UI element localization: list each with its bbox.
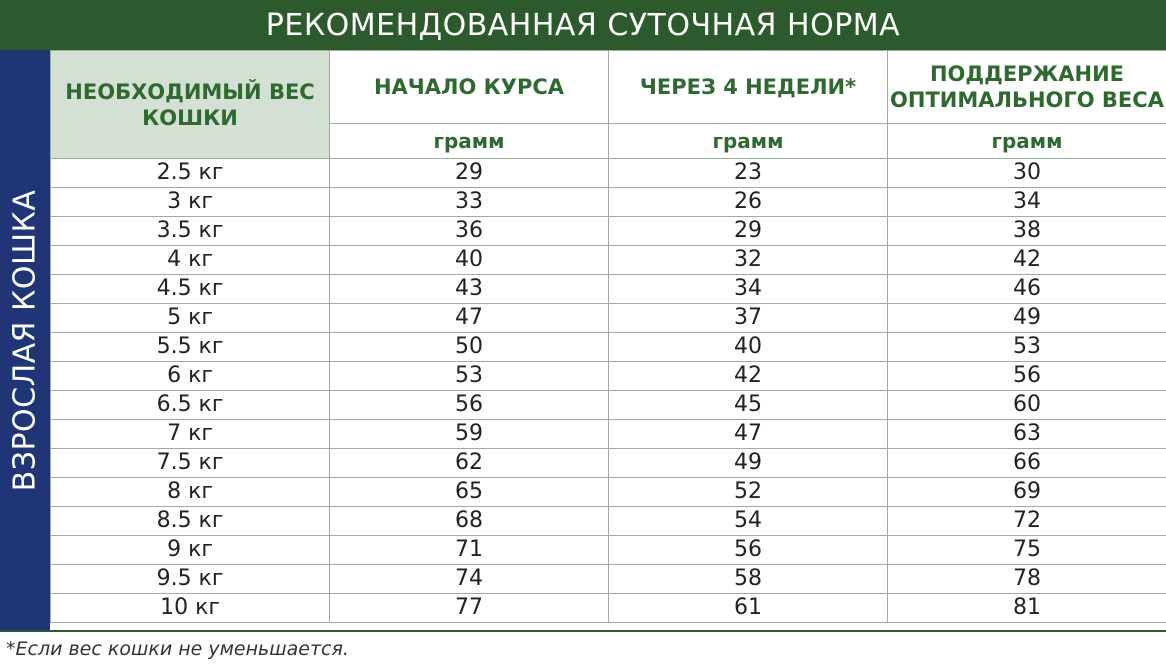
cell-week4: 49 [609, 449, 888, 478]
header-weight: НЕОБХОДИМЫЙ ВЕС КОШКИ [51, 51, 330, 159]
cell-maintain: 46 [888, 275, 1166, 304]
cell-week4: 54 [609, 507, 888, 536]
header-start: НАЧАЛО КУРСА [330, 51, 609, 124]
table-row [51, 478, 1166, 507]
cell-maintain: 38 [888, 217, 1166, 246]
cell-maintain: 81 [888, 594, 1166, 623]
cell-week4: 56 [609, 536, 888, 565]
cell-week4: 29 [609, 217, 888, 246]
cell-weight: 9 кг [51, 536, 330, 565]
cell-start: 47 [330, 304, 609, 333]
table-row [51, 594, 1166, 623]
cell-maintain: 72 [888, 507, 1166, 536]
table-row [51, 565, 1166, 594]
cell-start: 71 [330, 536, 609, 565]
cell-maintain: 75 [888, 536, 1166, 565]
cell-start: 77 [330, 594, 609, 623]
cell-weight: 10 кг [51, 594, 330, 623]
cell-start: 56 [330, 391, 609, 420]
cell-week4: 61 [609, 594, 888, 623]
cell-start: 43 [330, 275, 609, 304]
cell-week4: 40 [609, 333, 888, 362]
cell-maintain: 49 [888, 304, 1166, 333]
cell-week4: 32 [609, 246, 888, 275]
cell-week4: 47 [609, 420, 888, 449]
cell-start: 40 [330, 246, 609, 275]
table-row [51, 275, 1166, 304]
unit-week4: грамм [609, 124, 888, 159]
feeding-table [50, 50, 1166, 623]
table-row [51, 188, 1166, 217]
cell-start: 68 [330, 507, 609, 536]
unit-maintain: грамм [888, 124, 1166, 159]
table-title: РЕКОМЕНДОВАННАЯ СУТОЧНАЯ НОРМА [0, 0, 1166, 50]
cell-weight: 7 кг [51, 420, 330, 449]
table-row [51, 246, 1166, 275]
cell-start: 53 [330, 362, 609, 391]
cell-maintain: 69 [888, 478, 1166, 507]
cell-maintain: 63 [888, 420, 1166, 449]
cell-start: 59 [330, 420, 609, 449]
cell-week4: 34 [609, 275, 888, 304]
table-body [51, 159, 1166, 623]
cell-start: 36 [330, 217, 609, 246]
side-label-bar [0, 50, 50, 630]
cell-start: 29 [330, 159, 609, 188]
cell-weight: 6.5 кг [51, 391, 330, 420]
cell-weight: 2.5 кг [51, 159, 330, 188]
cell-maintain: 53 [888, 333, 1166, 362]
footnote: *Если вес кошки не уменьшается. [6, 638, 349, 660]
header-maintain: ПОДДЕРЖАНИЕ ОПТИМАЛЬНОГО ВЕСА [888, 51, 1166, 124]
cell-weight: 5 кг [51, 304, 330, 333]
cell-weight: 3 кг [51, 188, 330, 217]
cell-maintain: 56 [888, 362, 1166, 391]
bottom-rule [0, 630, 1166, 632]
cell-start: 50 [330, 333, 609, 362]
cell-weight: 3.5 кг [51, 217, 330, 246]
cell-week4: 42 [609, 362, 888, 391]
cell-week4: 26 [609, 188, 888, 217]
cell-weight: 4.5 кг [51, 275, 330, 304]
side-label: ВЗРОСЛАЯ КОШКА [7, 189, 43, 491]
cell-weight: 8 кг [51, 478, 330, 507]
cell-week4: 37 [609, 304, 888, 333]
cell-weight: 5.5 кг [51, 333, 330, 362]
cell-week4: 45 [609, 391, 888, 420]
cell-week4: 58 [609, 565, 888, 594]
cell-weight: 7.5 кг [51, 449, 330, 478]
cell-maintain: 30 [888, 159, 1166, 188]
table-row [51, 420, 1166, 449]
cell-start: 65 [330, 478, 609, 507]
table-row [51, 362, 1166, 391]
header-week4: ЧЕРЕЗ 4 НЕДЕЛИ* [609, 51, 888, 124]
cell-start: 33 [330, 188, 609, 217]
cell-maintain: 78 [888, 565, 1166, 594]
table-row [51, 333, 1166, 362]
table-row [51, 391, 1166, 420]
table-row [51, 507, 1166, 536]
unit-start: грамм [330, 124, 609, 159]
table-row [51, 159, 1166, 188]
table-row [51, 536, 1166, 565]
cell-weight: 4 кг [51, 246, 330, 275]
cell-weight: 8.5 кг [51, 507, 330, 536]
cell-start: 62 [330, 449, 609, 478]
cell-start: 74 [330, 565, 609, 594]
cell-maintain: 66 [888, 449, 1166, 478]
cell-weight: 6 кг [51, 362, 330, 391]
table-row [51, 304, 1166, 333]
cell-weight: 9.5 кг [51, 565, 330, 594]
table-row [51, 449, 1166, 478]
cell-maintain: 42 [888, 246, 1166, 275]
cell-maintain: 60 [888, 391, 1166, 420]
cell-week4: 52 [609, 478, 888, 507]
cell-week4: 23 [609, 159, 888, 188]
header-row [51, 51, 1166, 124]
table-row [51, 217, 1166, 246]
cell-maintain: 34 [888, 188, 1166, 217]
